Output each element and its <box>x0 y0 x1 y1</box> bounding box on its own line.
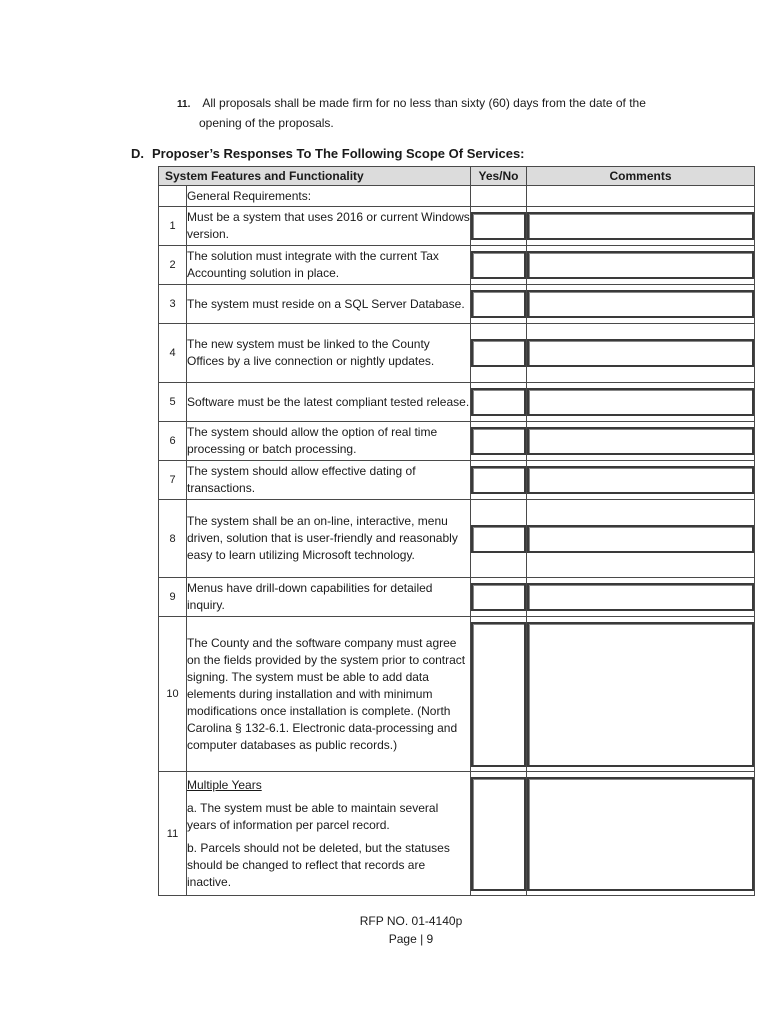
comments-input-box[interactable] <box>527 427 754 455</box>
yesno-cell <box>471 422 527 461</box>
comments-cell <box>527 772 755 896</box>
comments-input-box[interactable] <box>527 339 754 367</box>
general-label: General Requirements: <box>187 186 471 207</box>
intro-paragraph <box>177 94 717 132</box>
section-heading <box>131 146 525 161</box>
row-number: 4 <box>159 324 187 383</box>
row-number: 2 <box>159 246 187 285</box>
row-number: 5 <box>159 383 187 422</box>
comments-input-box[interactable] <box>527 290 754 318</box>
yesno-input-box[interactable] <box>471 466 526 494</box>
requirement-text <box>187 772 471 896</box>
rfp-number: RFP NO. 01-4140p <box>359 914 463 928</box>
requirement-text: Menus have drill-down capabilities for detailed inquiry. <box>187 578 471 617</box>
comments-cell <box>527 383 755 422</box>
yesno-input-box[interactable] <box>471 251 526 279</box>
section-letter: D. <box>131 146 144 161</box>
yesno-input-box[interactable] <box>471 622 526 767</box>
requirement-sub-b: b. Parcels should not be deleted, but the statuses should be changed to reflect that records are inactive. <box>187 840 450 889</box>
table-row <box>159 500 755 578</box>
yesno-cell <box>471 617 527 772</box>
yesno-cell <box>471 461 527 500</box>
yesno-input-box[interactable] <box>471 388 526 416</box>
comments-input-box[interactable] <box>527 388 754 416</box>
requirement-text: Software must be the latest compliant tested release. <box>187 383 471 422</box>
comments-cell <box>527 617 755 772</box>
table-row <box>159 383 755 422</box>
intro-text-2: opening of the proposals. <box>199 116 334 130</box>
general-num-cell <box>159 186 187 207</box>
requirement-text: Must be a system that uses 2016 or current Windows version. <box>187 207 471 246</box>
header-yesno: Yes/No <box>471 167 527 186</box>
yesno-input-box[interactable] <box>471 777 526 891</box>
comments-input-box[interactable] <box>527 622 754 767</box>
table-row <box>159 324 755 383</box>
yesno-cell <box>471 324 527 383</box>
requirement-sub-a: a. The system must be able to maintain several years of information per parcel record. <box>187 800 439 832</box>
page-footer <box>0 912 770 948</box>
general-yesno-cell <box>471 186 527 207</box>
header-comments: Comments <box>527 167 755 186</box>
yesno-input-box[interactable] <box>471 525 526 553</box>
requirement-text: The solution must integrate with the current Tax Accounting solution in place. <box>187 246 471 285</box>
comments-cell <box>527 324 755 383</box>
comments-cell <box>527 422 755 461</box>
comments-input-box[interactable] <box>527 466 754 494</box>
row-number: 1 <box>159 207 187 246</box>
requirement-text: The system should allow the option of real time processing or batch processing. <box>187 422 471 461</box>
table-row <box>159 207 755 246</box>
yesno-cell <box>471 772 527 896</box>
row-number: 11 <box>159 772 187 896</box>
yesno-cell <box>471 383 527 422</box>
intro-number: 11. <box>177 99 191 110</box>
yesno-cell <box>471 285 527 324</box>
yesno-input-box[interactable] <box>471 427 526 455</box>
header-row <box>159 167 755 186</box>
general-row <box>159 186 755 207</box>
header-features: System Features and Functionality <box>159 167 471 186</box>
row-number: 9 <box>159 578 187 617</box>
intro-line-1 <box>177 94 717 114</box>
table-row <box>159 422 755 461</box>
comments-input-box[interactable] <box>527 525 754 553</box>
comments-cell <box>527 461 755 500</box>
yesno-cell <box>471 500 527 578</box>
section-title: Proposer’s Responses To The Following Scope Of Services: <box>152 146 525 161</box>
yesno-input-box[interactable] <box>471 290 526 318</box>
yesno-input-box[interactable] <box>471 212 526 240</box>
table-row <box>159 772 755 896</box>
row-number: 3 <box>159 285 187 324</box>
yesno-cell <box>471 246 527 285</box>
table-row <box>159 617 755 772</box>
row-number: 10 <box>159 617 187 772</box>
requirement-text: The system should allow effective dating of transactions. <box>187 461 471 500</box>
comments-input-box[interactable] <box>527 777 754 891</box>
yesno-cell <box>471 207 527 246</box>
multiple-years-title: Multiple Years <box>187 777 262 792</box>
requirement-text: The system shall be an on-line, interactive, menu driven, solution that is user-friendly and reasonably easy to learn utilizing Microsoft technology. <box>187 500 471 578</box>
comments-input-box[interactable] <box>527 251 754 279</box>
yesno-input-box[interactable] <box>471 583 526 611</box>
row-number: 7 <box>159 461 187 500</box>
table-row <box>159 461 755 500</box>
table-row <box>159 578 755 617</box>
yesno-cell <box>471 578 527 617</box>
table-row <box>159 246 755 285</box>
requirement-text: The new system must be linked to the County Offices by a live connection or nightly updates. <box>187 324 471 383</box>
general-comments-cell <box>527 186 755 207</box>
comments-input-box[interactable] <box>527 583 754 611</box>
yesno-input-box[interactable] <box>471 339 526 367</box>
row-number: 6 <box>159 422 187 461</box>
row-number: 8 <box>159 500 187 578</box>
comments-cell <box>527 500 755 578</box>
comments-input-box[interactable] <box>527 212 754 240</box>
comments-cell <box>527 578 755 617</box>
page-number: Page | 9 <box>388 932 434 946</box>
intro-text-1: All proposals shall be made firm for no less than sixty (60) days from the date of the <box>202 96 646 110</box>
requirement-text: The County and the software company must agree on the fields provided by the system prior to contract signing. The system must be able to add data elements during installation and with minimum modifications once installation is complete. (North Carolina § 132-6.1. Electronic data-processing and computer databases as public records.) <box>187 617 471 772</box>
table-row <box>159 285 755 324</box>
comments-cell <box>527 285 755 324</box>
comments-cell <box>527 246 755 285</box>
requirements-table <box>158 166 755 896</box>
comments-cell <box>527 207 755 246</box>
requirement-text: The system must reside on a SQL Server Database. <box>187 285 471 324</box>
